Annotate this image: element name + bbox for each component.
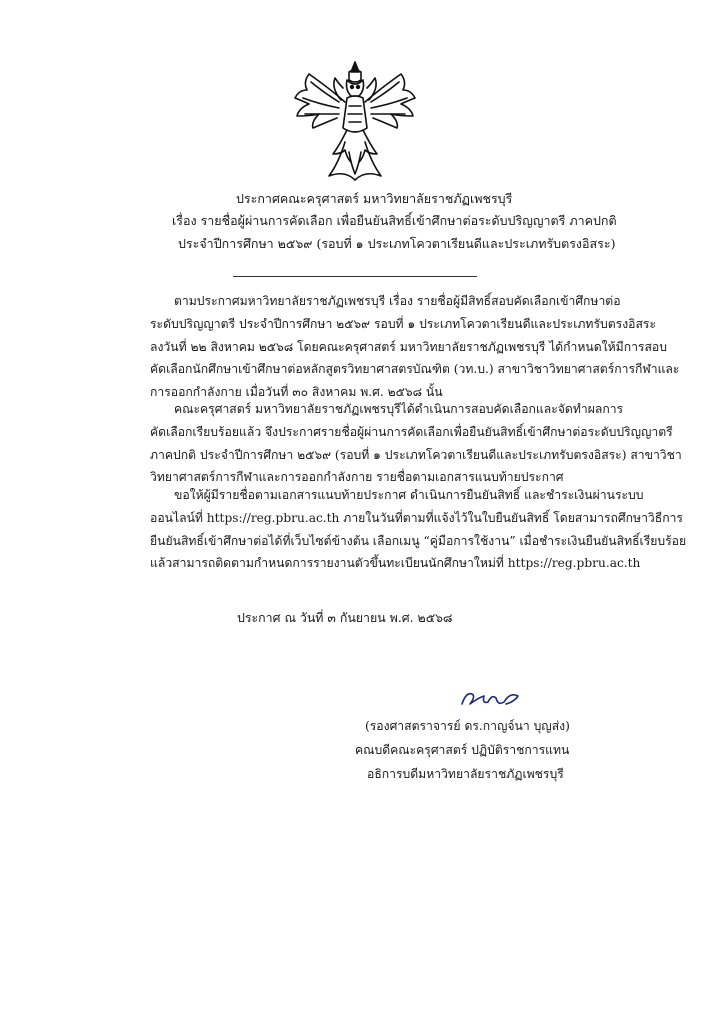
paragraph-3 [150,484,687,575]
paragraph-1-line: การออกกำลังกาย เมื่อวันที่ ๓๐ สิงหาคม พ.ศ. ๒๕๖๘ นั้น [150,385,443,400]
paragraph-1-line: ตามประกาศมหาวิทยาลัยราชภัฏเพชรบุรี เรื่อง รายชื่อผู้มีสิทธิ์สอบคัดเลือกเข้าศึกษาต่อ [174,294,621,308]
signer-position-2: อธิการบดีมหาวิทยาลัยราชภัฏเพชรบุรี [367,767,564,781]
paragraph-3-line: แล้วสามารถติดตามกำหนดการรายงานตัวขึ้นทะเบียนนักศึกษาใหม่ที่ https://reg.pbru.ac.th [150,556,641,571]
header-academic-year: ประจำปีการศึกษา ๒๕๖๙ (รอบที่ ๑ ประเภทโควตาเรียนดีและประเภทรับตรงอิสระ) [178,236,616,251]
handwritten-signature-icon [456,682,526,712]
paragraph-1-line: ระดับปริญญาตรี ประจำปีการศึกษา ๒๕๖๙ รอบที่ ๑ ประเภทโควตาเรียนดีและประเภทรับตรงอิสระ [150,316,657,331]
announce-date: ประกาศ ณ วันที่ ๓ กันยายน พ.ศ. ๒๕๖๘ [237,610,453,625]
paragraph-2-line: คณะครุศาสตร์ มหาวิทยาลัยราชภัฏเพชรบุรีได้ดำเนินการสอบคัดเลือกและจัดทำผลการ [174,402,624,416]
garuda-emblem-icon [289,58,421,182]
header-subject: เรื่อง รายชื่อผู้ผ่านการคัดเลือก เพื่อยืนยันสิทธิ์เข้าศึกษาต่อระดับปริญญาตรี ภาคปกติ [172,213,617,228]
header-divider [233,276,477,277]
paragraph-2-line: ภาคปกติ ประจำปีการศึกษา ๒๕๖๙ (รอบที่ ๑ ประเภทโควตาเรียนดีและประเภทรับตรงอิสระ) สาขาวิชา [150,447,682,462]
paragraph-1-line: ลงวันที่ ๒๒ สิงหาคม ๒๕๖๘ โดยคณะครุศาสตร์ มหาวิทยาลัยราชภัฏเพชรบุรี ได้กำหนดให้มีการสอบ [150,339,667,354]
paragraph-3-line: ขอให้ผู้มีรายชื่อตามเอกสารแนบท้ายประกาศ ดำเนินการยืนยันสิทธิ์ และชำระเงินผ่านระบบ [174,488,644,502]
paragraph-2-line: วิทยาศาสตร์การกีฬาและการออกกำลังกาย รายชื่อตามเอกสารแนบท้ายประกาศ [150,470,564,485]
paragraph-3-line: ยืนยันสิทธิ์เข้าศึกษาต่อได้ที่เว็บไซต์ข้างต้น เลือกเมนู “คู่มือการใช้งาน” เมื่อชำระเงินยืนยันสิทธิ์เรียบร้อย [150,533,687,548]
paragraph-1 [150,290,680,404]
signer-position-1: คณบดีคณะครุศาสตร์ ปฏิบัติราชการแทน [355,743,570,757]
paragraph-3-line: ออนไลน์ที่ https://reg.pbru.ac.th ภายในวันที่ตามที่แจ้งไว้ในใบยืนยันสิทธิ์ โดยสามารถศึกษาวิธีการ [150,510,683,525]
paragraph-1-line: คัดเลือกนักศึกษาเข้าศึกษาต่อหลักสูตรวิทยาศาสตรบัณฑิต (วท.บ.) สาขาวิชาวิทยาศาสตร์การกีฬาและ [150,362,680,377]
header-line-1: ประกาศคณะครุศาสตร์ มหาวิทยาลัยราชภัฏเพชรบุรี [236,191,513,206]
signer-name: (รองศาสตราจารย์ ดร.กาญจ์นา บุญส่ง) [365,719,570,733]
paragraph-2-line: คัดเลือกเรียบร้อยแล้ว จึงประกาศรายชื่อผู้ผ่านการคัดเลือกเพื่อยืนยันสิทธิ์เข้าศึกษาต่อระดับปริญญาตรี [150,424,673,439]
paragraph-2 [150,398,682,489]
